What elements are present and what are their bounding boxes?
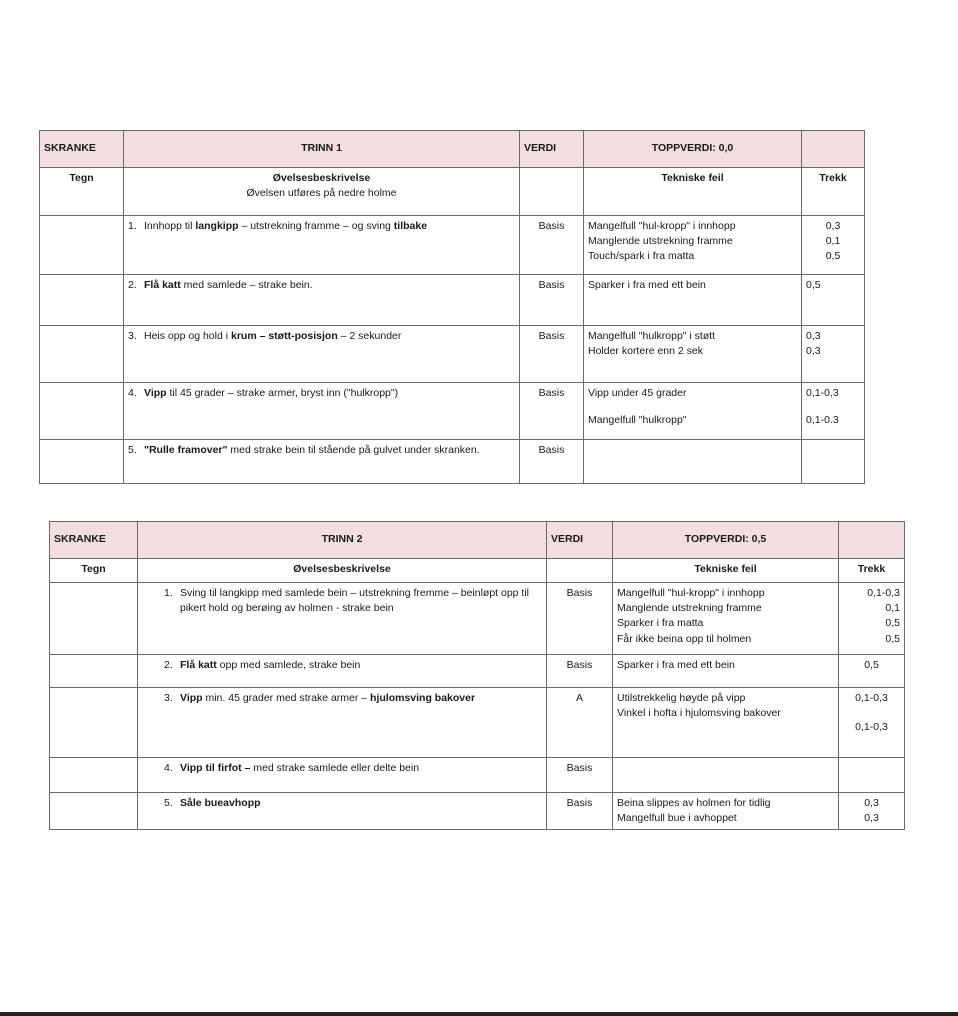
exercise-number: 4. [164,762,173,774]
description-text: min. 45 grader med strake armer – [202,692,371,704]
description-text: – utstrekning framme – og sving [238,220,394,232]
faults-header: Tekniske feil [584,168,802,216]
technical-fault: Holder kortere enn 2 sek [588,345,703,358]
sign-cell [40,440,124,484]
technical-fault: Sparker i fra med ett bein [588,279,706,291]
exercise-description [180,586,542,616]
deduction-cell [802,326,865,383]
faults-cell [613,758,839,793]
description-cell [124,275,520,326]
trinn-2-body [50,583,905,830]
exercise-description [180,691,542,706]
deduction-value: 0,5 [885,632,900,645]
deduction-value: 0,1-0,3 [855,721,888,734]
deduction-value: 0,5 [825,250,841,263]
sign-cell [40,216,124,275]
deduction-cell [802,216,865,275]
description-text: Heis opp og hold i [144,330,231,342]
value-cell: Basis [520,383,584,440]
faults-cell [584,440,802,484]
exercise-number: 2. [164,659,173,671]
exercise-number: 1. [128,220,137,232]
deduction-value: 0,5 [885,617,900,630]
description-header: Øvelsesbeskrivelse [138,559,547,583]
value-header: VERDI [547,522,613,559]
deduction-header: Trekk [802,168,865,216]
element-name: Flå katt [144,279,181,291]
level-header: TRINN 2 [138,522,547,559]
value-cell: A [547,688,613,758]
deduction-cell [839,583,905,655]
deduction-value: 0,3 [806,345,821,358]
top-value-header: TOPPVERDI: 0,5 [613,522,839,559]
description-cell [138,793,547,830]
exercise-number: 2. [128,279,137,291]
value-cell: Basis [520,275,584,326]
empty-header-cell [839,522,905,559]
apparatus-header: SKRANKE [50,522,138,559]
value-cell: Basis [547,583,613,655]
deduction-value: 0,1 [825,235,841,248]
deduction-cell [839,758,905,793]
deduction-value: 0,3 [825,220,841,232]
value-cell: Basis [547,758,613,793]
technical-fault: Mangelfull "hul-kropp" i innhopp [588,220,736,232]
sign-cell [50,793,138,830]
technical-fault: Touch/spark i fra matta [588,250,695,263]
value-cell: Basis [520,216,584,275]
technical-fault: Beina slippes av holmen for tidlig [617,797,771,809]
faults-cell [584,383,802,440]
deduction-value: 0,1-0.3 [806,414,839,427]
description-text: med strake bein til stående på gulvet under skranken. [227,444,480,456]
sign-header: Tegn [50,559,138,583]
deduction-value: 0,1-0,3 [855,692,888,704]
sign-cell [50,758,138,793]
exercise-description [180,796,542,811]
exercise-number: 3. [164,692,173,704]
description-text: til 45 grader – strake armer, bryst inn ("hulkropp") [166,387,399,399]
element-name: langkipp [195,220,239,232]
description-cell [124,326,520,383]
value-cell: Basis [520,440,584,484]
technical-fault: Mangelfull "hulkropp" [588,414,687,427]
description-cell [138,583,547,655]
description-cell [124,440,520,484]
element-name: hjulomsving bakover [370,692,476,704]
trinn-1-body [40,216,865,484]
exercise-row [40,440,865,484]
element-name: krum – støtt-posisjon [230,330,338,342]
element-name: Vipp til firfot – [180,762,251,774]
exercise-number: 5. [128,444,137,456]
exercise-row [50,758,905,793]
technical-fault: Mangelfull "hul-kropp" i innhopp [617,587,765,599]
faults-cell [584,216,802,275]
deduction-cell [802,275,865,326]
empty-header-cell [802,131,865,168]
value-header: VERDI [520,131,584,168]
exercise-row [50,583,905,655]
technical-fault: Manglende utstrekning framme [617,602,762,615]
technical-fault: Sparker i fra matta [617,617,704,630]
exercise-row [40,275,865,326]
sign-cell [50,583,138,655]
sign-cell [40,275,124,326]
deduction-cell [802,383,865,440]
technical-fault: Mangelfull "hulkropp" i støtt [588,330,716,342]
technical-fault: Vinkel i hofta i hjulomsving bakover [617,707,781,720]
apparatus-header: SKRANKE [40,131,124,168]
deduction-value: 0,1-0,3 [867,587,900,599]
sign-header: Tegn [40,168,124,216]
exercise-row [50,688,905,758]
faults-cell [613,688,839,758]
faults-cell [613,583,839,655]
table-subheader-row [50,559,905,583]
element-name: Såle bueavhopp [180,797,261,809]
description-note: Øvelsen utføres på nedre holme [246,187,397,200]
deduction-value: 0,5 [806,279,821,291]
faults-cell [613,655,839,688]
deduction-value: 0,5 [864,659,879,671]
value-cell: Basis [547,793,613,830]
element-name: Flå katt [180,659,217,671]
description-cell [124,216,520,275]
exercise-row [50,793,905,830]
exercise-number: 3. [128,330,137,342]
description-text: med strake samlede eller delte bein [250,762,420,774]
element-name: Vipp [144,387,167,399]
exercise-description [180,658,542,673]
exercise-row [40,326,865,383]
faults-cell [613,793,839,830]
deduction-header: Trekk [839,559,905,583]
description-cell [138,655,547,688]
description-text: – 2 sekunder [337,330,402,342]
technical-fault: Sparker i fra med ett bein [617,659,735,671]
trinn-2-table [49,521,905,830]
table-header-row [50,522,905,559]
element-name: "Rulle framover" [144,444,228,456]
deduction-value: 0,3 [864,812,879,825]
sign-cell [50,655,138,688]
deduction-cell [839,793,905,830]
deduction-cell [802,440,865,484]
faults-cell [584,275,802,326]
top-value-header: TOPPVERDI: 0,0 [584,131,802,168]
faults-cell [584,326,802,383]
deduction-value: 0,1 [885,602,900,615]
exercise-description [144,278,515,293]
exercise-row [40,383,865,440]
table-header-row [40,131,865,168]
deduction-cell [839,655,905,688]
technical-fault: Vipp under 45 grader [588,387,687,399]
level-header: TRINN 1 [124,131,520,168]
value-cell: Basis [547,655,613,688]
technical-fault: Manglende utstrekning framme [588,235,733,248]
table-subheader-row [40,168,865,216]
deduction-cell [839,688,905,758]
exercise-number: 4. [128,387,137,399]
description-text: Sving til langkipp med samlede bein – utstrekning fremme – beinløpt opp til pikert hold og berøing av holmen - strake bein [180,587,530,615]
description-header-cell [124,168,520,216]
exercise-number: 5. [164,797,173,809]
deduction-value: 0,1-0,3 [806,387,839,399]
empty-subheader-cell [520,168,584,216]
deduction-value: 0,3 [864,797,879,809]
value-cell: Basis [520,326,584,383]
faults-header: Tekniske feil [613,559,839,583]
empty-subheader-cell [547,559,613,583]
exercise-row [40,216,865,275]
description-cell [138,758,547,793]
element-name: tilbake [393,220,428,232]
exercise-description [144,386,515,401]
sign-cell [50,688,138,758]
trinn-1-table [39,130,865,484]
exercise-description [144,443,515,458]
exercise-description [144,219,515,234]
description-cell [124,383,520,440]
bottom-border [0,1012,958,1016]
exercise-description [144,329,515,344]
deduction-value: 0,3 [806,330,821,342]
sign-cell [40,383,124,440]
description-header: Øvelsesbeskrivelse [272,172,371,184]
description-text: Innhopp til [144,220,196,232]
description-text: med samlede – strake bein. [180,279,313,291]
exercise-number: 1. [164,587,173,599]
technical-fault: Får ikke beina opp til holmen [617,632,752,645]
technical-fault: Mangelfull bue i avhoppet [617,812,737,825]
description-text: opp med samlede, strake bein [216,659,361,671]
description-cell [138,688,547,758]
exercise-row [50,655,905,688]
exercise-description [180,761,542,776]
sign-cell [40,326,124,383]
element-name: Vipp [180,692,203,704]
technical-fault: Utilstrekkelig høyde på vipp [617,692,746,704]
